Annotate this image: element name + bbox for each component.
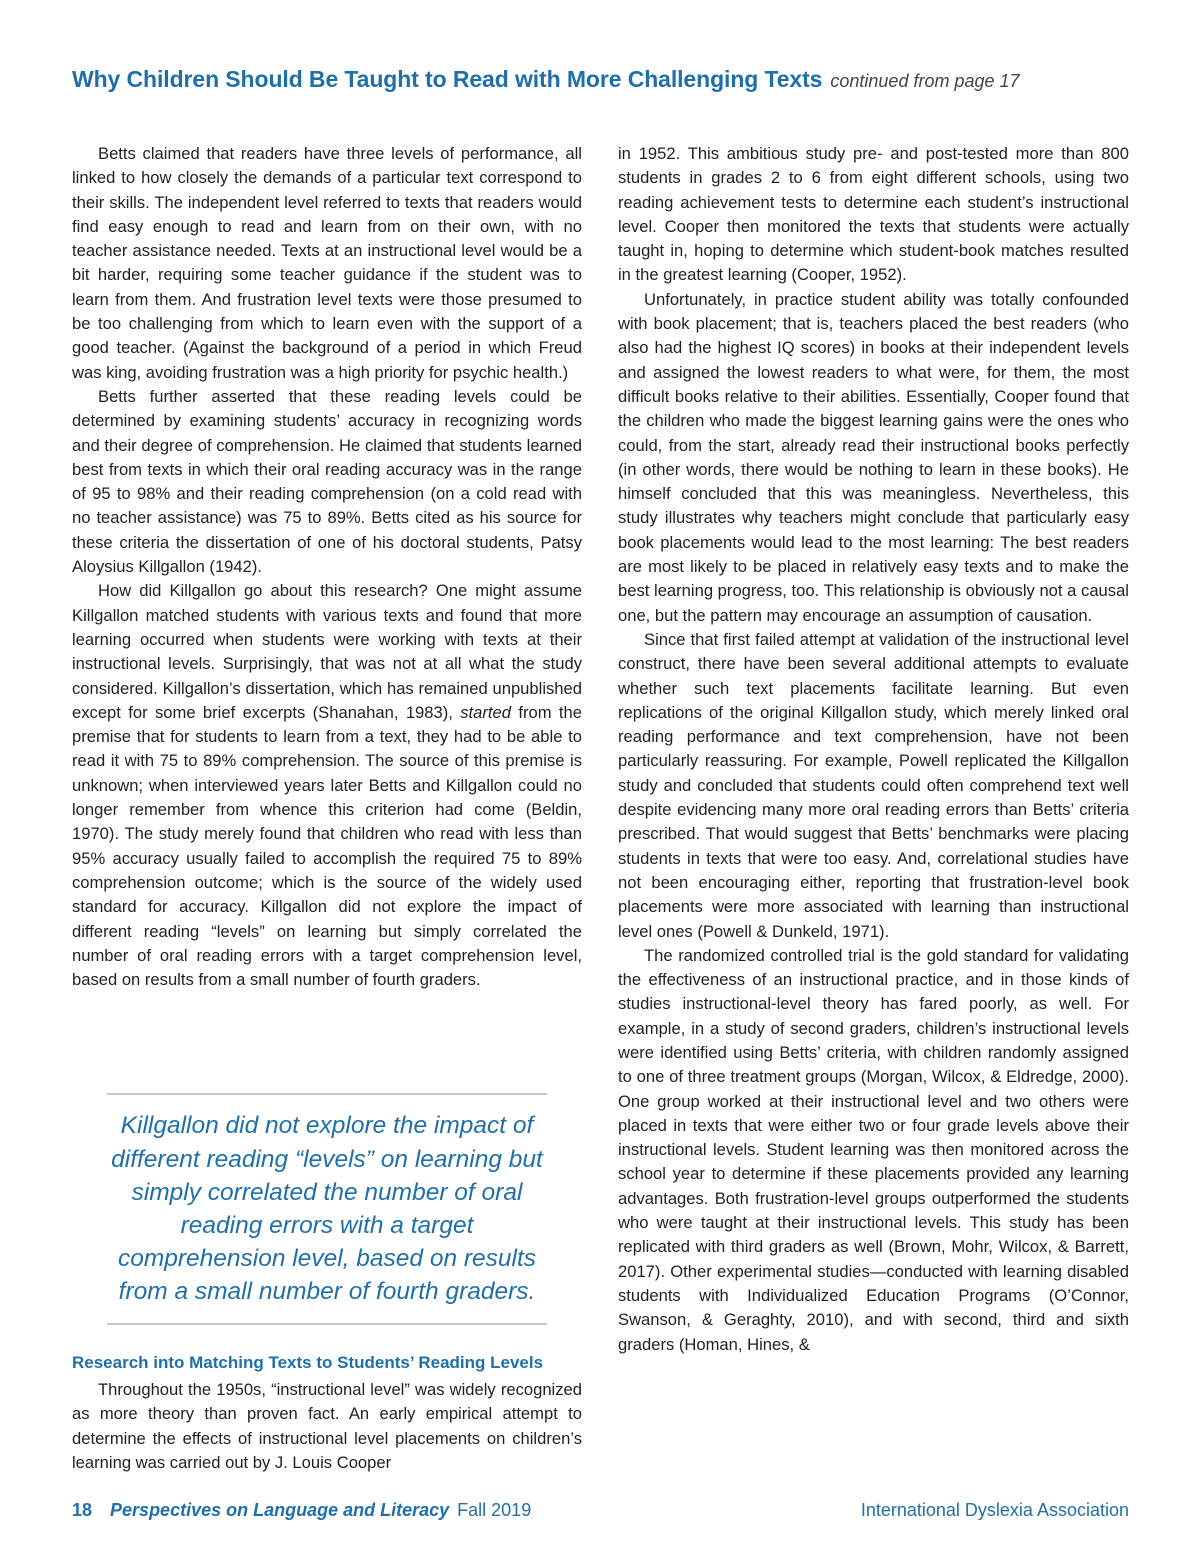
paragraph: in 1952. This ambitious study pre- and post-tested more than 800 students in grades 2 to 6 from eight different schools, using two reading achievement tests to determine each student’s instructional level. Cooper then monitored the texts that students were actually taught in, hoping to determine which student-book matches resulted in the greatest learning (Cooper, 1952). [618, 144, 1129, 285]
paragraph: Unfortunately, in practice student ability was totally confounded with book placement; that is, teachers placed the best readers (who also had the highest IQ scores) in books at their independent levels and assigned the lowest readers to what were, for them, the most difficult books relative to their abilities. Essentially, Cooper found that the children who made the biggest learning gains were the ones who could, from the start, already read their instructional books perfectly (in other words, there would be nothing to learn in these books). He himself concluded that this was meaningless. Nevertheless, this study illustrates why teachers might conclude that particularly easy book placements would lead to the most learning: The best readers are most likely to be placed in relatively easy texts and to make the best learning progress, too. This relationship is obviously not a causal one, but the pattern may encourage an assumption of causation. [618, 289, 1129, 625]
publication-name: Perspectives on Language and Literacy [110, 1500, 450, 1520]
left-column-bottom [72, 1378, 582, 1475]
paragraph [72, 579, 582, 992]
paragraph-text: How did Killgallon go about this research? One might assume Killgallon matched students with various texts and found that more learning occurred when students were working with texts at their instructional levels. Surprisingly, that was not at all what the study considered. Killgallon’s dissertation, which has remained unpublished except for some brief excerpts (Shanahan, 1983), [72, 581, 582, 722]
page-number: 18 [72, 1500, 93, 1520]
paragraph: The randomized controlled trial is the gold standard for validating the effectiveness of an instructional practice, and in those kinds of studies instructional-level theory has fared poorly, as well. For example, in a study of second graders, children’s instructional levels were identified using Betts’ criteria, with children randomly assigned to one of three treatment groups (Morgan, Wilcox, & Eldredge, 2000). One group worked at their instructional level and two others were placed in texts that were either two or four grade levels above their instructional levels. Student learning was then monitored across the school year to determine if these placements provided any learning advantages. Both frustration-level groups outperformed the students who were taught at their instructional levels. This study has been replicated with third graders as well (Brown, Mohr, Wilcox, & Barrett, 2017). Other experimental studies—conducted with learning disabled students with Individualized Education Programs (O’Connor, Swanson, & Geraghty, 2010), and with second, third and sixth graders (Homan, Hines, & [618, 945, 1129, 1354]
paragraph: Throughout the 1950s, “instructional level” was widely recognized as more theory than proven fact. An early empirical attempt to determine the effects of instructional level placements on children’s learning was carried out by J. Louis Cooper [72, 1380, 582, 1472]
section-subheading: Research into Matching Texts to Students’ Reading Levels [72, 1353, 544, 1372]
organization-name: International Dyslexia Association [860, 1500, 1129, 1520]
paragraph: Since that first failed attempt at validation of the instructional level construct, there have been several additional attempts to evaluate whether such text placements facilitate learning. But even replications of the original Killgallon study, which merely linked oral reading performance and text comprehension, have not been particularly reassuring. For example, Powell replicated the Killgallon study and concluded that students could often comprehend text well despite evidencing many more oral reading errors than Betts’ criteria prescribed. That would suggest that Betts’ benchmarks were placing students in texts that were too easy. And, correlational studies have not been encouraging either, reporting that frustration-level book placements were more associated with learning than instructional level ones (Powell & Dunkeld, 1971). [618, 629, 1129, 941]
emphasis-text: started [460, 702, 511, 722]
right-column [618, 142, 1129, 1357]
issue-date: Fall 2019 [457, 1500, 532, 1520]
paragraph-text: from the premise that for students to learn from a text, they had to be able to read it with 75 to 89% comprehension. The source of this premise is unknown; when interviewed years later Betts and Killgallon could no longer remember from whence this criterion had come (Beldin, 1970). The study merely found that children who read with less than 95% accuracy usually failed to accomplish the required 75 to 89% comprehension outcome; which is the source of the widely used standard for accuracy. Killgallon did not explore the impact of different reading “levels” on learning but simply correlated the number of oral reading errors with a target comprehension level, based on results from a small number of fourth graders. [72, 702, 582, 990]
page-footer [72, 1500, 1129, 1521]
left-column [72, 142, 582, 992]
article-title: Why Children Should Be Taught to Read with More Challenging Texts [72, 66, 823, 92]
paragraph: Betts claimed that readers have three levels of performance, all linked to how closely the demands of a particular text correspond to their skills. The independent level referred to texts that readers would find easy enough to read and learn from on their own, with no teacher assistance needed. Texts at an instructional level would be a bit harder, requiring some teacher guidance if the student was to learn from them. And frustration level texts were those presumed to be too challenging from which to learn even with the support of a good teacher. (Against the background of a period in which Freud was king, avoiding frustration was a high priority for psychic health.) [72, 144, 582, 382]
pull-quote [107, 1093, 547, 1325]
paragraph: Betts further asserted that these reading levels could be determined by examining students’ accuracy in recognizing words and their degree of comprehension. He claimed that students learned best from texts in which their oral reading accuracy was in the range of 95 to 98% and their reading comprehension (on a cold read with no teacher assistance) was 75 to 89%. Betts cited as his source for these criteria the dissertation of one of his doctoral students, Patsy Aloysius Killgallon (1942). [72, 386, 582, 577]
pull-quote-text: Killgallon did not explore the impact of different reading “levels” on learning but simply correlated the number of oral reading errors with a target comprehension level, based on results from a small number of fourth graders. [111, 1112, 543, 1306]
page-header [72, 66, 1142, 93]
continued-note: continued from page 17 [830, 71, 1020, 91]
